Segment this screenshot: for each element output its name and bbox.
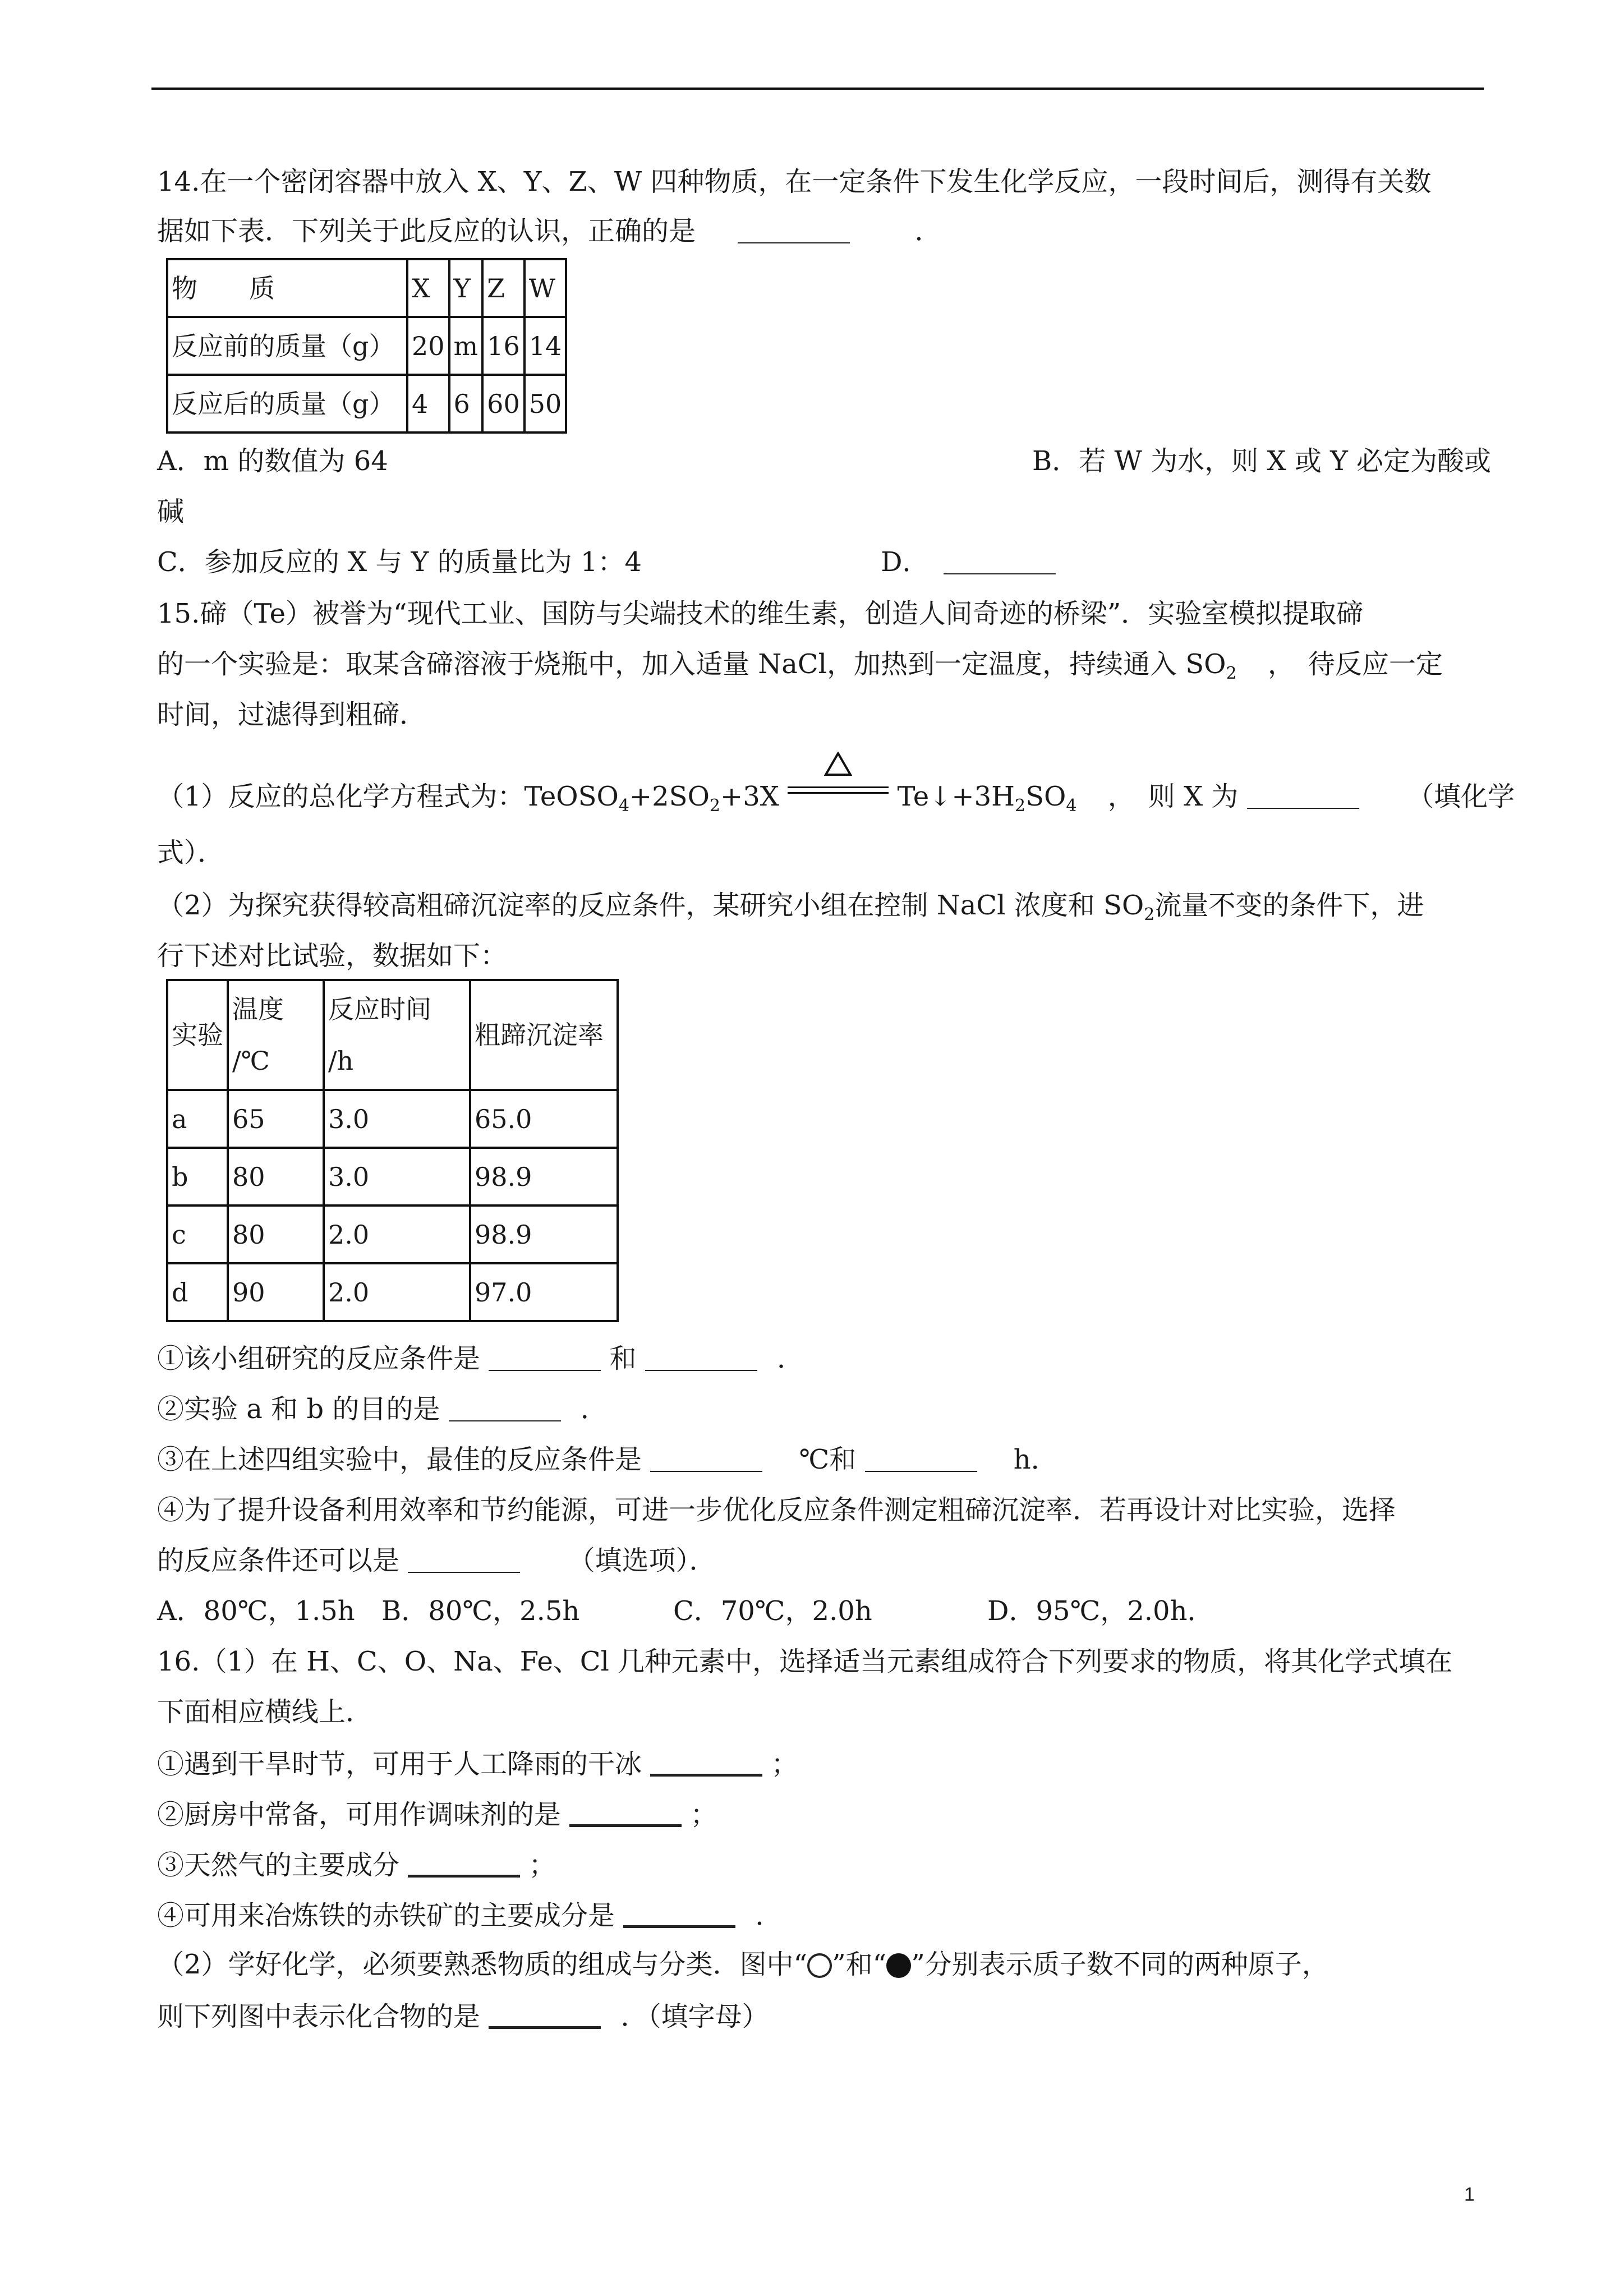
header-temp-line1: 温度 [232,994,284,1024]
table-cell: d [167,1263,228,1321]
q15-line2-text: 的一个实验是：取某含碲溶液于烧瓶中，加入适量 NaCl，加热到一定温度，持续通入 SO [157,648,1226,680]
q14-line2-text: 据如下表．下列关于此反应的认识，正确的是 [157,215,696,247]
q14-line2-end: ． [914,215,942,247]
q16-item1 [157,1749,798,1778]
table-cell: 2.0 [324,1263,470,1321]
q15-sub4-line1: ④为了提升设备利用效率和节约能源，可进一步优化反应条件测定粗碲沉淀率．若再设计对比实验，选择 [157,1494,1396,1526]
q14-answer-blank[interactable] [738,218,850,243]
q14-option-a: A．m 的数值为 64 [157,445,388,477]
q16-part2-text: ”分别表示质子数不同的两种原子， [911,1949,1329,1980]
q16-item3-end: ； [528,1849,556,1881]
q15-line2-end: ， 待反应一定 [1267,648,1443,680]
table-header-cell [228,980,324,1090]
table-cell: 50 [525,375,567,432]
table-cell: 80 [228,1205,324,1263]
q15-part2-text: 流量不变的条件下，进 [1154,890,1424,921]
subscript: 2 [709,796,721,816]
equation-part: +2SO [629,781,710,812]
header-time-line1: 反应时间 [328,994,431,1024]
page-number: 1 [1464,2184,1475,2205]
q15-option-d: D．95℃，2.0h． [987,1595,1214,1627]
table-cell: 反应后的质量（g） [167,375,407,432]
q16-line2: 下面相应横线上． [157,1696,373,1728]
q14-option-c: C．参加反应的 X 与 Y 的质量比为 1：4 [157,546,642,578]
q16-item4-end: ． [755,1900,783,1931]
q15-equation-line [157,774,1515,816]
table-cell: 97.0 [470,1263,618,1321]
table-row [167,317,566,375]
table-cell: 6 [449,375,483,432]
q15-sub4-text: 的反应条件还可以是 [157,1545,400,1576]
q16-item4-blank[interactable] [623,1901,735,1928]
subscript: 4 [1066,796,1077,816]
table-cell: 反应前的质量（g） [167,317,407,375]
table-cell: a [167,1090,228,1148]
table-header-cell [324,980,470,1090]
q16-item2-blank[interactable] [569,1800,682,1827]
table-row [167,375,566,432]
table-cell: 16 [482,317,525,375]
q15-experiment-table [166,979,619,1322]
q15-sub1-text: ①该小组研究的反应条件是 [157,1343,481,1374]
equation-part: （填化学 [1406,781,1515,812]
filled-circle-atom-icon [886,1953,911,1978]
q15-options-row [157,1595,355,1627]
table-header-cell: 粗蹄沉淀率 [470,980,618,1090]
table-header-cell: Z [482,259,525,317]
table-header-cell: 实验 [167,980,228,1090]
q16-item4 [157,1901,783,1929]
q15-option-c: C．70℃，2.0h [673,1595,872,1627]
q16-item2 [157,1800,717,1828]
q16-part2-blank[interactable] [489,2001,601,2029]
q14-data-table [166,258,567,434]
table-cell: 3.0 [324,1090,470,1148]
table-cell: 98.9 [470,1148,618,1205]
q15-x-formula-blank[interactable] [1247,783,1359,809]
q14-option-d-blank[interactable] [944,549,1056,574]
q15-sub2-blank[interactable] [449,1396,561,1421]
table-header-cell: W [525,259,567,317]
q16-item1-blank[interactable] [650,1749,762,1777]
q15-sub3-text: ③在上述四组实验中，最佳的反应条件是 [157,1444,642,1475]
q16-part2-text: （2）学好化学，必须要熟悉物质的组成与分类．图中“ [157,1949,808,1980]
subscript: 2 [1144,905,1155,924]
heat-reaction-sign [788,774,889,808]
q15-sub3 [157,1446,1058,1473]
subscript: 2 [1015,796,1026,816]
table-cell: 4 [407,375,449,432]
q16-part2-text: ”和“ [832,1949,887,1980]
header-temp-line2: /℃ [232,1046,270,1076]
table-row [167,980,618,1090]
table-cell: 60 [482,375,525,432]
q16-item1-text: ①遇到干旱时节，可用于人工降雨的干冰 [157,1749,642,1780]
q16-item1-end: ； [771,1749,798,1780]
q15-part2-text: （2）为探究获得较高粗碲沉淀率的反应条件，某研究小组在控制 NaCl 浓度和 SO [157,890,1144,921]
q15-option-a: A．80℃，1.5h [157,1595,355,1627]
table-cell: m [449,317,483,375]
table-header-cell: 物 质 [167,259,407,317]
table-row [167,1263,618,1321]
header-time-line2: /h [328,1046,354,1076]
q15-line3: 时间，过滤得到粗碲． [157,699,427,730]
q15-sub1-text: 和 [609,1343,637,1374]
equation-part: （1）反应的总化学方程式为：TeOSO [157,781,619,812]
table-row [167,1205,618,1263]
table-cell: 90 [228,1263,324,1321]
q14-line2 [157,215,942,247]
table-cell: c [167,1205,228,1263]
table-row [167,1090,618,1148]
q16-part2-line1 [157,1951,1329,1978]
q15-sub3-blank2[interactable] [865,1446,977,1472]
subscript: 4 [618,796,629,816]
table-cell: 98.9 [470,1205,618,1263]
q15-sub1-blank1[interactable] [489,1345,601,1371]
table-cell: b [167,1148,228,1205]
q15-sub3-text: ℃和 [799,1444,857,1475]
q15-sub3-text: h． [1013,1444,1058,1475]
q15-sub1-text: ． [777,1343,804,1374]
header-rule [151,88,1484,90]
q16-item3-text: ③天然气的主要成分 [157,1849,400,1881]
table-cell: 14 [525,317,567,375]
q15-line1: 15.碲（Te）被誉为“现代工业、国防与尖端技术的维生素，创造人间奇迹的桥梁”．实验室模拟提取碲 [157,598,1364,629]
q15-line2 [157,648,1443,683]
q16-item3-blank[interactable] [408,1850,520,1878]
q16-line1: 16.（1）在 H、C、O、Na、Fe、Cl 几种元素中，选择适当元素组成符合下列要求的物质，将其化学式填在 [157,1646,1453,1677]
q16-item2-end: ； [690,1799,717,1830]
q15-part2-line1 [157,890,1424,924]
q16-part2-line2 [157,2001,769,2030]
q14-option-b-cont: 碱 [157,496,185,527]
q15-sub4-line2 [157,1547,716,1574]
q14-option-d [881,546,1056,578]
q16-item4-text: ④可用来冶炼铁的赤铁矿的主要成分是 [157,1900,615,1931]
table-cell: 65 [228,1090,324,1148]
q15-equation-cont: 式）． [157,837,225,868]
equation-part: ， 则 X 为 [1107,781,1239,812]
table-row [167,259,566,317]
q14-line1: 14.在一个密闭容器中放入 X、Y、Z、W 四种物质，在一定条件下发生化学反应，一段时间后，测得有关数 [157,166,1432,197]
table-header-cell: X [407,259,449,317]
table-cell: 3.0 [324,1148,470,1205]
table-header-cell: Y [449,259,483,317]
table-row [167,1148,618,1205]
q16-item3 [157,1850,556,1879]
q15-sub4-text: （填选项）． [568,1545,716,1576]
q16-item2-text: ②厨房中常备，可用作调味剂的是 [157,1799,562,1830]
q14-option-d-label: D． [881,546,930,578]
q15-sub2-text: ． [580,1393,608,1425]
q15-sub1 [157,1345,804,1372]
q15-sub2 [157,1393,608,1425]
subscript: 2 [1226,664,1237,683]
q15-option-b: B．80℃，2.5h [381,1595,580,1627]
table-cell: 2.0 [324,1205,470,1263]
table-cell: 65.0 [470,1090,618,1148]
open-circle-atom-icon [807,1953,832,1978]
equation-part: SO [1025,781,1066,812]
q15-part2-line2: 行下述对比试验，数据如下： [157,940,508,972]
q15-sub2-text: ②实验 a 和 b 的目的是 [157,1393,440,1425]
table-cell: 20 [407,317,449,375]
q15-sub1-blank2[interactable] [645,1345,757,1371]
q15-sub4-blank[interactable] [408,1547,520,1573]
delta-heat-icon [824,752,852,776]
q15-sub3-blank1[interactable] [650,1446,762,1472]
equation-part: Te↓+3H [897,781,1015,812]
table-cell: 80 [228,1148,324,1205]
q16-part2-text: 则下列图中表示化合物的是 [157,2001,481,2032]
q16-part2-text: ．（填字母） [620,2001,769,2032]
q14-option-b: B．若 W 为水，则 X 或 Y 必定为酸或 [1032,445,1492,477]
equation-part: +3X [720,781,779,812]
